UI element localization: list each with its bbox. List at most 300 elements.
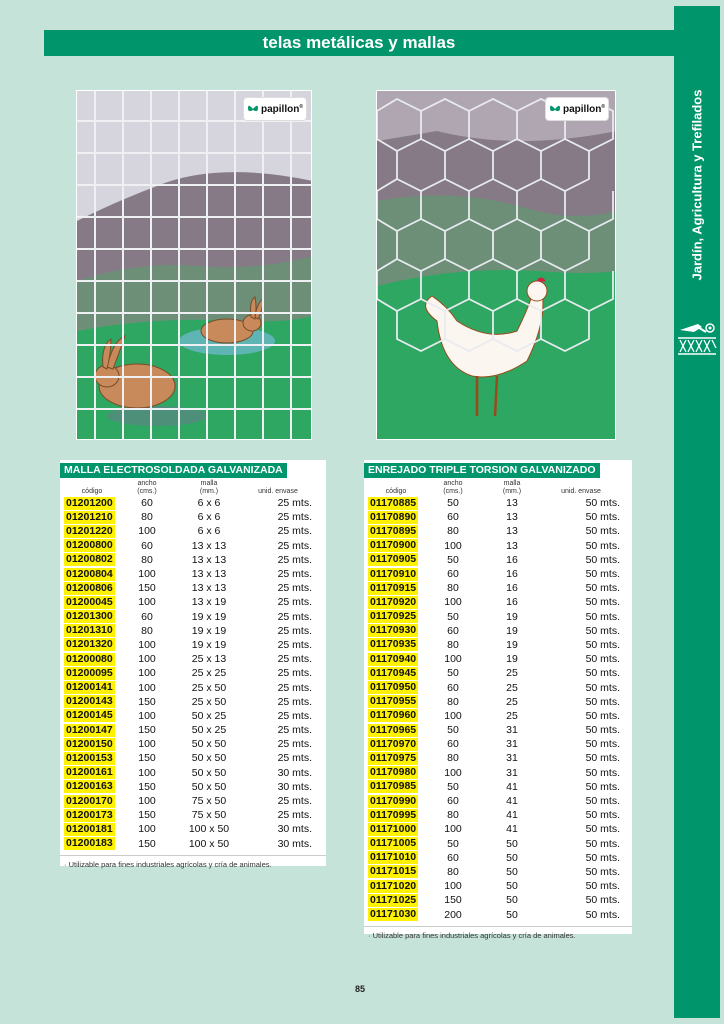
code-cell [60, 766, 120, 779]
unit-value: 25 mts. [277, 709, 312, 722]
product-code: 01200806 [66, 581, 113, 594]
unit-value: 25 mts. [277, 638, 312, 651]
unit-value: 50 mts. [585, 709, 620, 722]
mesh-value: 6 x 6 [197, 497, 221, 510]
width-value: 60 [447, 681, 459, 694]
table-row [364, 624, 632, 638]
mesh-value: 16 [506, 582, 518, 595]
code-cell [364, 667, 424, 680]
unit-value: 25 mts. [277, 653, 312, 666]
table-heading: MALLA ELECTROSOLDADA GALVANIZADA [60, 463, 287, 478]
width-value: 100 [444, 766, 462, 779]
width-value: 100 [138, 638, 156, 651]
table-body [60, 496, 326, 851]
logo-brand: papillon [260, 103, 300, 115]
col-code: código [385, 488, 407, 495]
product-code: 01170950 [370, 681, 417, 694]
product-code: 01170955 [370, 695, 417, 708]
width-value: 80 [141, 553, 153, 566]
table-row [364, 879, 632, 893]
width-value: 100 [138, 568, 156, 581]
width-value: 80 [447, 582, 459, 595]
code-cell [364, 539, 424, 552]
width-value: 80 [447, 865, 459, 878]
code-cell [364, 766, 424, 779]
table-row [60, 695, 326, 709]
unit-value: 50 mts. [585, 653, 620, 666]
papillon-logo [546, 98, 608, 120]
product-code: 01200145 [66, 709, 113, 722]
unit-value: 50 mts. [585, 681, 620, 694]
product-code: 01170990 [370, 794, 417, 807]
product-code: 01200804 [66, 567, 113, 580]
width-value: 50 [447, 553, 459, 566]
unit-value: 25 mts. [277, 695, 312, 708]
page-title: telas metálicas y mallas [262, 33, 456, 52]
product-code: 01170925 [370, 610, 417, 623]
col-width: ancho (cms.) [137, 480, 157, 495]
width-value: 100 [138, 709, 156, 722]
width-value: 100 [444, 709, 462, 722]
col-mesh: malla (mm.) [199, 480, 219, 495]
mesh-value: 50 x 50 [191, 766, 227, 779]
unit-value: 25 mts. [277, 610, 312, 623]
code-cell [60, 497, 120, 510]
code-cell [60, 638, 120, 651]
width-value: 100 [138, 681, 156, 694]
unit-value: 50 mts. [585, 809, 620, 822]
welded-mesh-table [60, 460, 326, 869]
product-code: 01170890 [370, 510, 417, 523]
table-row [364, 638, 632, 652]
table-row [364, 837, 632, 851]
mesh-value: 31 [506, 738, 518, 751]
mesh-value: 41 [506, 809, 518, 822]
table-row [364, 766, 632, 780]
unit-value: 25 mts. [277, 596, 312, 609]
width-value: 50 [447, 667, 459, 680]
code-cell [364, 752, 424, 765]
width-value: 100 [444, 880, 462, 893]
code-cell [364, 582, 424, 595]
product-code: 01171005 [370, 837, 417, 850]
table-row [60, 539, 326, 553]
table-row [364, 723, 632, 737]
table-row [60, 666, 326, 680]
unit-value: 50 mts. [585, 624, 620, 637]
logo-mark: ® [601, 103, 606, 110]
table-row [60, 581, 326, 595]
product-code: 01201200 [66, 496, 113, 509]
code-cell [60, 724, 120, 737]
unit-value: 50 mts. [585, 667, 620, 680]
papillon-logo [244, 98, 306, 120]
product-code: 01170920 [370, 595, 417, 608]
table-row [364, 524, 632, 538]
unit-value: 50 mts. [585, 610, 620, 623]
product-code: 01200181 [66, 822, 113, 835]
code-cell [364, 653, 424, 666]
unit-value: 30 mts. [277, 766, 312, 779]
table-row [60, 496, 326, 510]
unit-value: 25 mts. [277, 511, 312, 524]
code-cell [364, 511, 424, 524]
unit-value: 50 mts. [585, 596, 620, 609]
unit-value: 50 mts. [585, 752, 620, 765]
width-value: 100 [444, 823, 462, 836]
width-value: 60 [447, 624, 459, 637]
table-row [364, 539, 632, 553]
code-cell [364, 553, 424, 566]
product-code: 01201320 [66, 638, 113, 651]
code-cell [60, 695, 120, 708]
mesh-value: 50 x 25 [191, 724, 227, 737]
code-cell [364, 894, 424, 907]
width-value: 100 [138, 653, 156, 666]
width-value: 150 [444, 894, 462, 907]
code-cell [364, 568, 424, 581]
product-code: 01200173 [66, 808, 113, 821]
unit-value: 30 mts. [277, 823, 312, 836]
product-code: 01170975 [370, 751, 417, 764]
unit-value: 25 mts. [277, 752, 312, 765]
unit-value: 50 mts. [585, 497, 620, 510]
product-code: 01170970 [370, 737, 417, 750]
width-value: 100 [138, 738, 156, 751]
table-row [364, 737, 632, 751]
code-cell [60, 752, 120, 765]
table-row [60, 624, 326, 638]
mesh-value: 50 [506, 865, 518, 878]
mesh-value: 50 x 50 [191, 738, 227, 751]
mesh-value: 50 [506, 851, 518, 864]
mesh-value: 19 x 19 [191, 624, 227, 637]
col-code: código [81, 488, 103, 495]
mesh-value: 13 [506, 497, 518, 510]
mesh-value: 19 x 19 [191, 638, 227, 651]
unit-value: 50 mts. [585, 724, 620, 737]
unit-value: 50 mts. [585, 582, 620, 595]
code-cell [60, 681, 120, 694]
table-row [364, 496, 632, 510]
col-unit: unid. envase [258, 488, 298, 495]
code-cell [364, 837, 424, 850]
width-value: 150 [138, 780, 156, 793]
product-code: 01170965 [370, 723, 417, 736]
unit-value: 25 mts. [277, 539, 312, 552]
width-value: 150 [138, 582, 156, 595]
table-row [364, 851, 632, 865]
mesh-value: 50 [506, 837, 518, 850]
code-cell [364, 624, 424, 637]
width-value: 60 [141, 539, 153, 552]
unit-value: 25 mts. [277, 724, 312, 737]
table-row [364, 794, 632, 808]
product-code: 01200802 [66, 553, 113, 566]
code-cell [364, 596, 424, 609]
mesh-value: 13 [506, 525, 518, 538]
code-cell [60, 610, 120, 623]
width-value: 60 [141, 610, 153, 623]
unit-value: 50 mts. [585, 823, 620, 836]
width-value: 60 [447, 738, 459, 751]
product-code: 01200080 [66, 652, 113, 665]
product-code: 01171020 [370, 879, 417, 892]
code-cell [60, 809, 120, 822]
product-code: 01200800 [66, 539, 113, 552]
table-row [60, 680, 326, 694]
width-value: 150 [138, 837, 156, 850]
table-row [364, 652, 632, 666]
unit-value: 50 mts. [585, 568, 620, 581]
code-cell [60, 582, 120, 595]
code-cell [60, 823, 120, 836]
col-width: ancho (cms.) [443, 480, 463, 495]
butterfly-icon [549, 103, 561, 115]
logo-brand: papillon [562, 103, 602, 115]
section-label-text: Jardín, Agricultura y Trefilados [689, 89, 705, 281]
product-code: 01200161 [66, 766, 113, 779]
code-cell [364, 724, 424, 737]
mesh-value: 13 x 13 [191, 568, 227, 581]
mesh-value: 41 [506, 823, 518, 836]
logo-text [563, 104, 605, 115]
mesh-value: 19 [506, 610, 518, 623]
code-cell [364, 738, 424, 751]
mesh-value: 25 x 25 [191, 667, 227, 680]
table-row [364, 666, 632, 680]
logo-text [261, 104, 303, 115]
mesh-value: 25 [506, 695, 518, 708]
table-row [60, 780, 326, 794]
table-body [364, 496, 632, 922]
code-cell [364, 795, 424, 808]
code-cell [60, 709, 120, 722]
mesh-value: 50 [506, 908, 518, 921]
table-row [60, 638, 326, 652]
table-row [60, 737, 326, 751]
product-code: 01200183 [66, 837, 113, 850]
code-cell [60, 795, 120, 808]
width-value: 150 [138, 752, 156, 765]
table-row [364, 865, 632, 879]
code-cell [60, 667, 120, 680]
code-cell [60, 653, 120, 666]
product-code: 01200170 [66, 794, 113, 807]
product-code: 01201310 [66, 624, 113, 637]
width-value: 150 [138, 809, 156, 822]
butterfly-icon [247, 103, 259, 115]
table-row [364, 610, 632, 624]
unit-value: 25 mts. [277, 795, 312, 808]
unit-value: 50 mts. [585, 837, 620, 850]
product-code: 01200150 [66, 737, 113, 750]
code-cell [364, 681, 424, 694]
table-row [60, 794, 326, 808]
mesh-value: 6 x 6 [197, 525, 221, 538]
table-row [364, 780, 632, 794]
mesh-value: 16 [506, 596, 518, 609]
table-row [364, 709, 632, 723]
width-value: 100 [138, 525, 156, 538]
mesh-value: 50 x 50 [191, 780, 227, 793]
mesh-value: 19 [506, 624, 518, 637]
mesh-value: 25 x 50 [191, 695, 227, 708]
table-row [60, 524, 326, 538]
product-code: 01170985 [370, 780, 417, 793]
code-cell [364, 709, 424, 722]
width-value: 60 [447, 568, 459, 581]
width-value: 80 [447, 752, 459, 765]
unit-value: 25 mts. [277, 553, 312, 566]
product-code: 01201210 [66, 510, 113, 523]
unit-value: 50 mts. [585, 851, 620, 864]
unit-value: 50 mts. [585, 738, 620, 751]
col-mesh: malla (mm.) [502, 480, 522, 495]
hexagonal-mesh-hen-photo [376, 90, 616, 440]
code-cell [60, 780, 120, 793]
unit-value: 50 mts. [585, 553, 620, 566]
mesh-value: 50 x 25 [191, 709, 227, 722]
product-code: 01201300 [66, 610, 113, 623]
code-cell [364, 497, 424, 510]
unit-value: 50 mts. [585, 511, 620, 524]
mesh-value: 13 x 13 [191, 553, 227, 566]
width-value: 60 [447, 851, 459, 864]
code-cell [364, 865, 424, 878]
width-value: 60 [447, 795, 459, 808]
mesh-value: 19 [506, 653, 518, 666]
unit-value: 50 mts. [585, 525, 620, 538]
unit-value: 50 mts. [585, 865, 620, 878]
table-header-row [364, 478, 632, 496]
code-cell [60, 568, 120, 581]
product-code: 01170915 [370, 581, 417, 594]
width-value: 60 [447, 511, 459, 524]
mesh-value: 13 x 19 [191, 596, 227, 609]
code-cell [60, 837, 120, 850]
width-value: 80 [447, 695, 459, 708]
unit-value: 50 mts. [585, 766, 620, 779]
unit-value: 25 mts. [277, 497, 312, 510]
unit-value: 25 mts. [277, 582, 312, 595]
product-code: 01170930 [370, 624, 417, 637]
code-cell [60, 624, 120, 637]
mesh-value: 31 [506, 752, 518, 765]
unit-value: 25 mts. [277, 525, 312, 538]
code-cell [60, 539, 120, 552]
product-code: 01200045 [66, 595, 113, 608]
width-value: 50 [447, 780, 459, 793]
table-row [60, 709, 326, 723]
width-value: 100 [138, 667, 156, 680]
mesh-value: 41 [506, 780, 518, 793]
triple-torsion-table [364, 460, 632, 940]
product-code: 01171015 [370, 865, 417, 878]
mesh-value: 50 [506, 894, 518, 907]
code-cell [364, 823, 424, 836]
table-row [364, 595, 632, 609]
table-row [364, 695, 632, 709]
unit-value: 30 mts. [277, 837, 312, 850]
mesh-value: 16 [506, 553, 518, 566]
code-cell [364, 525, 424, 538]
unit-value: 50 mts. [585, 780, 620, 793]
product-code: 01200147 [66, 723, 113, 736]
product-code: 01201220 [66, 524, 113, 537]
mesh-value: 25 x 13 [191, 653, 227, 666]
table-row [60, 510, 326, 524]
mesh-value: 13 x 13 [191, 539, 227, 552]
table-row [60, 766, 326, 780]
product-code: 01170895 [370, 524, 417, 537]
product-code: 01200141 [66, 681, 113, 694]
mesh-value: 19 [506, 638, 518, 651]
width-value: 80 [141, 511, 153, 524]
col-unit: unid. envase [561, 488, 601, 495]
unit-value: 50 mts. [585, 880, 620, 893]
table-row [364, 893, 632, 907]
product-code: 01170945 [370, 666, 417, 679]
table-row [60, 751, 326, 765]
unit-value: 25 mts. [277, 624, 312, 637]
width-value: 100 [138, 766, 156, 779]
width-value: 80 [447, 809, 459, 822]
table-row [60, 837, 326, 851]
width-value: 80 [141, 624, 153, 637]
mesh-value: 50 x 50 [191, 752, 227, 765]
mesh-value: 41 [506, 795, 518, 808]
product-code: 01200153 [66, 751, 113, 764]
mesh-value: 13 [506, 511, 518, 524]
unit-value: 50 mts. [585, 894, 620, 907]
code-cell [364, 809, 424, 822]
width-value: 50 [447, 497, 459, 510]
mesh-value: 31 [506, 766, 518, 779]
product-code: 01170980 [370, 766, 417, 779]
table-row [60, 652, 326, 666]
product-code: 01171000 [370, 822, 417, 835]
table-row [60, 822, 326, 836]
mesh-value: 19 x 19 [191, 610, 227, 623]
unit-value: 25 mts. [277, 738, 312, 751]
unit-value: 50 mts. [585, 638, 620, 651]
code-cell [364, 610, 424, 623]
table-row [364, 907, 632, 921]
code-cell [60, 596, 120, 609]
table-note: · Utilizable para fines industriales agrícolas y cría de animales. [60, 855, 326, 869]
table-row [364, 567, 632, 581]
width-value: 100 [444, 596, 462, 609]
table-heading: ENREJADO TRIPLE TORSION GALVANIZADO [364, 463, 600, 478]
table-row [364, 553, 632, 567]
width-value: 150 [138, 695, 156, 708]
table-row [364, 751, 632, 765]
mesh-value: 6 x 6 [197, 511, 221, 524]
code-cell [364, 695, 424, 708]
table-header-row [60, 478, 326, 496]
width-value: 100 [138, 596, 156, 609]
unit-value: 25 mts. [277, 667, 312, 680]
unit-value: 25 mts. [277, 681, 312, 694]
table-row [364, 510, 632, 524]
product-code: 01170900 [370, 539, 417, 552]
product-code: 01171010 [370, 851, 417, 864]
garden-tools-icon [676, 318, 718, 358]
width-value: 200 [444, 908, 462, 921]
product-code: 01170885 [370, 496, 417, 509]
product-code: 01170935 [370, 638, 417, 651]
